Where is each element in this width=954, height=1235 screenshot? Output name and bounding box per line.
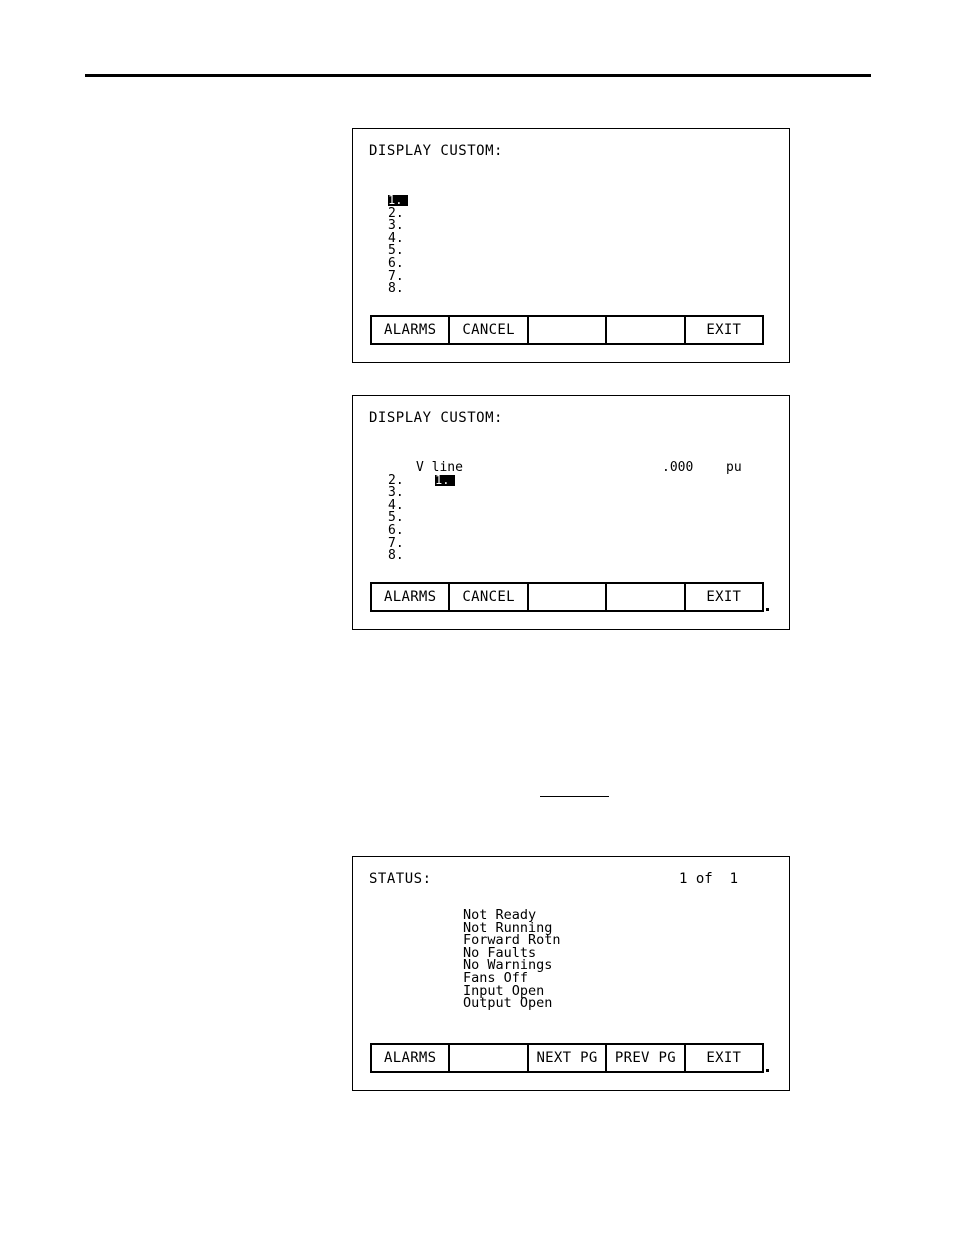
list-item[interactable] bbox=[388, 257, 408, 270]
item-number: 2. bbox=[388, 205, 404, 221]
item-number: 7. bbox=[388, 268, 404, 284]
status-line: No Warnings bbox=[463, 957, 553, 974]
alarms-key[interactable]: ALARMS bbox=[372, 1045, 450, 1071]
screen-title: STATUS: bbox=[369, 871, 432, 887]
function-key-4[interactable] bbox=[607, 584, 685, 610]
item-number: 7. bbox=[388, 535, 404, 551]
item-number: 4. bbox=[388, 230, 404, 246]
list-item[interactable] bbox=[388, 549, 455, 562]
custom-param-list bbox=[388, 460, 742, 564]
status-line: Forward Rotn bbox=[463, 932, 561, 949]
function-key-3[interactable] bbox=[529, 317, 607, 343]
function-key-3[interactable] bbox=[529, 584, 607, 610]
status-line: Not Running bbox=[463, 919, 553, 936]
item-number: 2. bbox=[388, 472, 404, 488]
list-item[interactable] bbox=[388, 486, 455, 499]
next-page-key[interactable]: NEXT PG bbox=[529, 1045, 607, 1071]
display-custom-screen-vline bbox=[352, 395, 790, 630]
param-unit: pu bbox=[726, 460, 742, 475]
function-key-2[interactable] bbox=[450, 1045, 528, 1071]
list-item[interactable] bbox=[388, 524, 455, 537]
page-indicator: 1 of 1 bbox=[679, 871, 739, 887]
screen-title: DISPLAY CUSTOM: bbox=[369, 410, 503, 426]
item-number: 3. bbox=[388, 218, 404, 234]
alarms-key[interactable]: ALARMS bbox=[372, 584, 450, 610]
item-number: 6. bbox=[388, 255, 404, 271]
header-rule bbox=[85, 74, 871, 77]
item-number: 5. bbox=[388, 243, 404, 259]
function-key-4[interactable] bbox=[607, 317, 685, 343]
status-line: Input Open bbox=[463, 982, 545, 999]
period-mark bbox=[766, 608, 769, 611]
item-number-selected: 1. bbox=[435, 475, 455, 486]
cancel-key[interactable]: CANCEL bbox=[450, 317, 528, 343]
alarms-key[interactable]: ALARMS bbox=[372, 317, 450, 343]
item-number: 5. bbox=[388, 510, 404, 526]
period-mark bbox=[766, 1069, 769, 1072]
status-line: Output Open bbox=[463, 995, 553, 1012]
function-key-bar bbox=[370, 582, 764, 612]
item-number: 3. bbox=[388, 485, 404, 501]
underline-blank bbox=[540, 796, 609, 797]
display-custom-screen-empty bbox=[352, 128, 790, 363]
screen-title: DISPLAY CUSTOM: bbox=[369, 143, 503, 159]
exit-key[interactable]: EXIT bbox=[706, 589, 742, 605]
status-screen bbox=[352, 856, 790, 1091]
status-list bbox=[463, 909, 561, 1010]
custom-param-list bbox=[388, 194, 408, 295]
param-value: .000 bbox=[662, 460, 694, 475]
list-item[interactable] bbox=[388, 219, 408, 232]
function-key-bar bbox=[370, 315, 764, 345]
exit-key[interactable]: EXIT bbox=[706, 1050, 742, 1066]
param-name: V line bbox=[416, 460, 463, 475]
status-line: No Faults bbox=[463, 944, 537, 961]
item-number-selected: 1. bbox=[388, 195, 408, 206]
function-key-bar bbox=[370, 1043, 764, 1073]
item-number: 4. bbox=[388, 497, 404, 513]
list-item[interactable] bbox=[388, 282, 408, 295]
status-line: Fans Off bbox=[463, 969, 529, 986]
item-number: 8. bbox=[388, 548, 404, 564]
prev-page-key[interactable]: PREV PG bbox=[607, 1045, 685, 1071]
cancel-key[interactable]: CANCEL bbox=[450, 584, 528, 610]
item-number: 8. bbox=[388, 281, 404, 297]
item-number: 6. bbox=[388, 522, 404, 538]
exit-key[interactable]: EXIT bbox=[706, 322, 742, 338]
list-item[interactable] bbox=[388, 194, 408, 207]
list-item[interactable] bbox=[388, 460, 742, 487]
status-line: Not Ready bbox=[463, 907, 537, 923]
